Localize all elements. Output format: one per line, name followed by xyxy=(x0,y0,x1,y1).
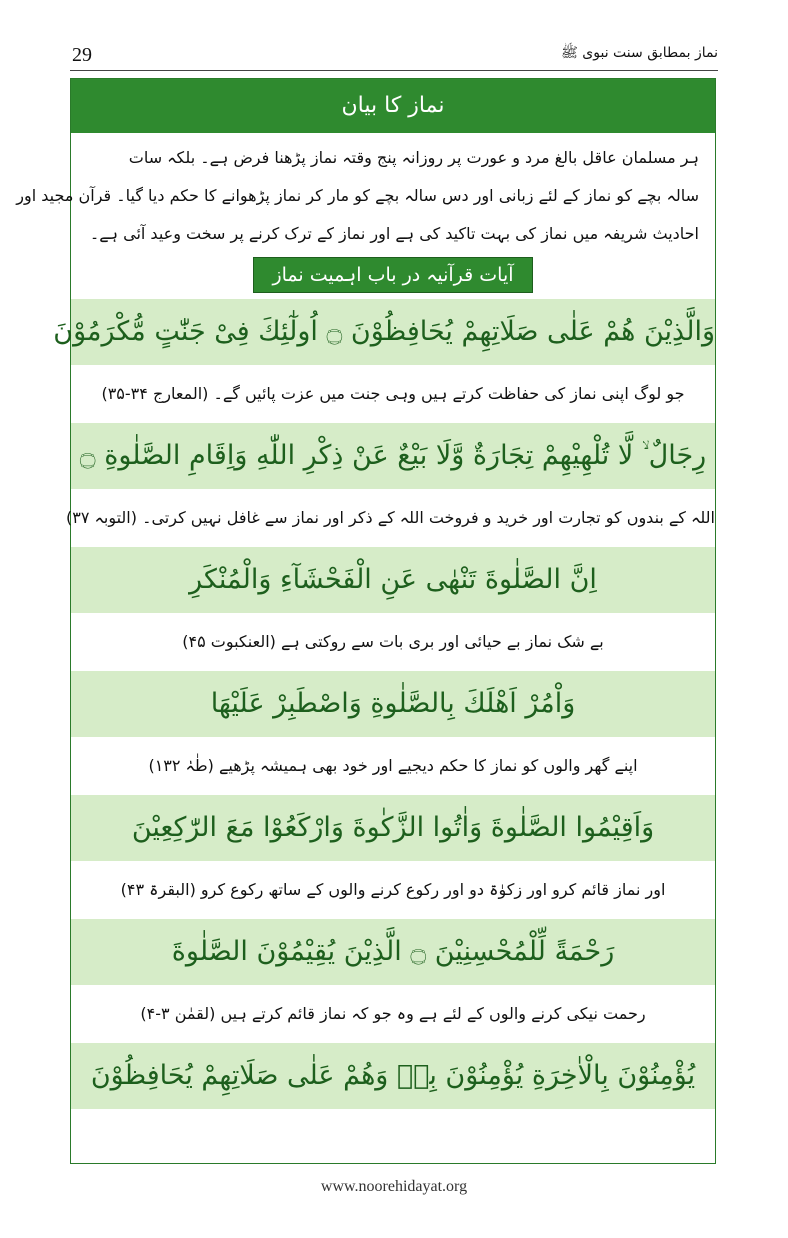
page-number: 29 xyxy=(72,44,92,66)
section-heading: آیات قرآنیہ در باب اہمیت نماز xyxy=(253,257,532,293)
content-frame xyxy=(16,78,716,1164)
intro-paragraph xyxy=(16,133,715,253)
verse-arabic: رَحْمَةً لِّلْمُحْسِنِيْنَ ۝ الَّذِيْنَ يُقِيْمُوْنَ الصَّلٰوةَ xyxy=(71,919,715,985)
verse-translation: اور نماز قائم کرو اور زکوٰۃ دو اور رکوع کرنے والوں کے ساتھ رکوع کرو (البقرۃ ۴۳) xyxy=(120,880,666,899)
verse-translation: اپنے گھر والوں کو نماز کا حکم دیجیے اور خود بھی ہمیشہ پڑھیے (طٰہٰ ۱۳۲) xyxy=(148,756,638,775)
verse-arabic: وَالَّذِيْنَ هُمْ عَلٰى صَلَاتِهِمْ يُحَافِظُوْنَ ۝ اُولٰٓئِكَ فِىْ جَنّٰتٍ مُّكْرَمُوْنَ xyxy=(71,299,715,365)
section-heading-wrap xyxy=(71,253,715,299)
verse-translation: اللہ کے بندوں کو تجارت اور خرید و فروخت اللہ کے ذکر اور نماز سے غافل نہیں کرتی۔ (التوبہ ۳۷) xyxy=(65,508,715,527)
verse-arabic: اِنَّ الصَّلٰوةَ تَنْهٰى عَنِ الْفَحْشَآءِ وَالْمُنْكَرِ xyxy=(71,547,715,613)
verse-translation: بے شک نماز بے حیائی اور بری بات سے روکتی ہے (العنکبوت ۴۵) xyxy=(182,632,604,651)
intro-line: ہر مسلمان عاقل بالغ مرد و عورت پر روزانہ پنج وقتہ نماز پڑھنا فرض ہے۔ بلکہ سات xyxy=(128,148,699,167)
verse-arabic: وَاَقِيْمُوا الصَّلٰوةَ وَاٰتُوا الزَّكٰوةَ وَارْكَعُوْا مَعَ الرّٰكِعِيْنَ xyxy=(71,795,715,861)
intro-line: احادیث شریفہ میں نماز کی بہت تاکید کی ہے اور نماز کے ترک کرنے پر سخت وعید آئی ہے۔ xyxy=(89,224,699,243)
verse-translation: رحمت نیکی کرنے والوں کے لئے ہے وہ جو کہ نماز قائم کرتے ہیں (لقمٰن ۳-۴) xyxy=(140,1004,646,1023)
verse-translation: جو لوگ اپنی نماز کی حفاظت کرتے ہیں وہی جنت میں عزت پائیں گے۔ (المعارج ۳۴-۳۵) xyxy=(101,384,685,403)
footer-website: www.noorehidayat.org xyxy=(320,1178,468,1195)
running-title: نماز بمطابق سنت نبوی ﷺ xyxy=(560,45,718,61)
intro-line: سالہ بچے کو نماز کے لئے زبانی اور دس سالہ بچے کو مار کر نماز پڑھوانے کا حکم دیا گیا۔ قرآن مجید اور xyxy=(16,186,699,205)
verse-arabic: وَاْمُرْ اَهْلَكَ بِالصَّلٰوةِ وَاصْطَبِرْ عَلَيْهَا xyxy=(71,671,715,737)
header-rule xyxy=(70,70,718,71)
verse-arabic: رِجَالٌ ۙ لَّا تُلْهِيْهِمْ تِجَارَةٌ وَّلَا بَيْعٌ عَنْ ذِكْرِ اللّٰهِ وَاِقَامِ الصَّلٰوةِ ۝ xyxy=(71,423,715,489)
chapter-title: نماز کا بیان xyxy=(71,79,715,133)
verse-arabic: يُؤْمِنُوْنَ بِالْاٰخِرَةِ يُؤْمِنُوْنَ بِهٖ وَهُمْ عَلٰى صَلَاتِهِمْ يُحَافِظُوْنَ xyxy=(71,1043,715,1109)
